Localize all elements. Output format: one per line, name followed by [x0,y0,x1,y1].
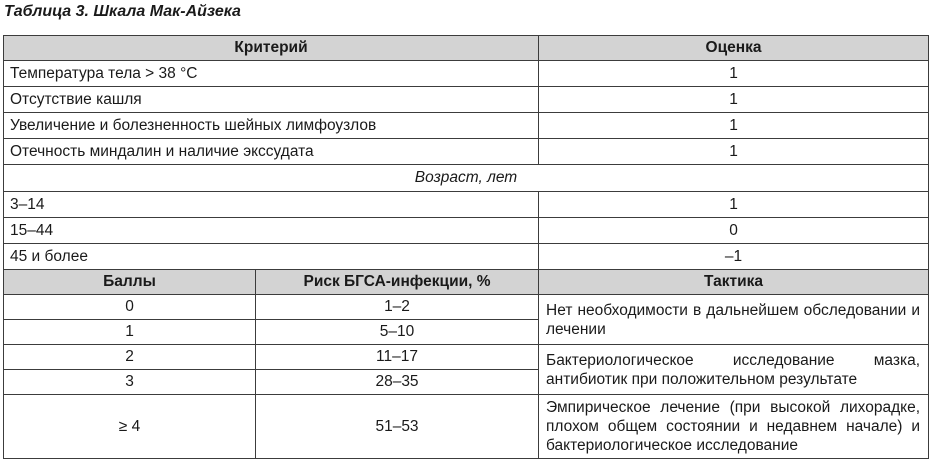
risk-header-row [4,270,929,295]
age-subheader: Возраст, лет [4,165,929,192]
criterion-score: 1 [539,113,929,139]
table-row [4,244,929,270]
risk-header: Риск БГСА-инфекции, % [256,270,539,295]
points-value: ≥ 4 [4,395,256,459]
table-row [4,87,929,113]
criteria-header-row [4,36,929,61]
points-header: Баллы [4,270,256,295]
criterion-score: 1 [539,139,929,165]
table-row [4,61,929,87]
age-label: 15–44 [4,218,539,244]
points-value: 1 [4,320,256,345]
criterion-label: Отечность миндалин и наличие экссудата [4,139,539,165]
age-score: 1 [539,192,929,218]
tactics-header: Тактика [539,270,929,295]
table-row [4,218,929,244]
criterion-label: Отсутствие кашля [4,87,539,113]
criterion-label: Увеличение и болезненность шейных лимфоузлов [4,113,539,139]
points-value: 2 [4,345,256,370]
table-row [4,139,929,165]
table-row [4,345,929,370]
age-label: 3–14 [4,192,539,218]
age-score: 0 [539,218,929,244]
risk-value: 51–53 [256,395,539,459]
table-row [4,295,929,320]
risk-value: 28–35 [256,370,539,395]
criterion-score: 1 [539,61,929,87]
criterion-label: Температура тела > 38 °С [4,61,539,87]
age-score: –1 [539,244,929,270]
points-value: 0 [4,295,256,320]
tactic-text: Нет необходимости в дальнейшем обследовании и лечении [539,295,929,345]
points-value: 3 [4,370,256,395]
criterion-score: 1 [539,87,929,113]
criteria-header: Критерий [4,36,539,61]
mcisaac-score-table [3,35,929,459]
table-caption: Таблица 3. Шкала Мак-Айзека [4,3,241,20]
risk-value: 1–2 [256,295,539,320]
score-header: Оценка [539,36,929,61]
tactic-text: Эмпирическое лечение (при высокой лихорадке, плохом общем состоянии и недавнем начале) и бактериологическое исследование [539,395,929,459]
table-row [4,113,929,139]
tactic-text: Бактериологическое исследование мазка, антибиотик при положительном результате [539,345,929,395]
risk-value: 5–10 [256,320,539,345]
table-row [4,395,929,459]
table-row [4,192,929,218]
age-subheader-row [4,165,929,192]
age-label: 45 и более [4,244,539,270]
risk-value: 11–17 [256,345,539,370]
